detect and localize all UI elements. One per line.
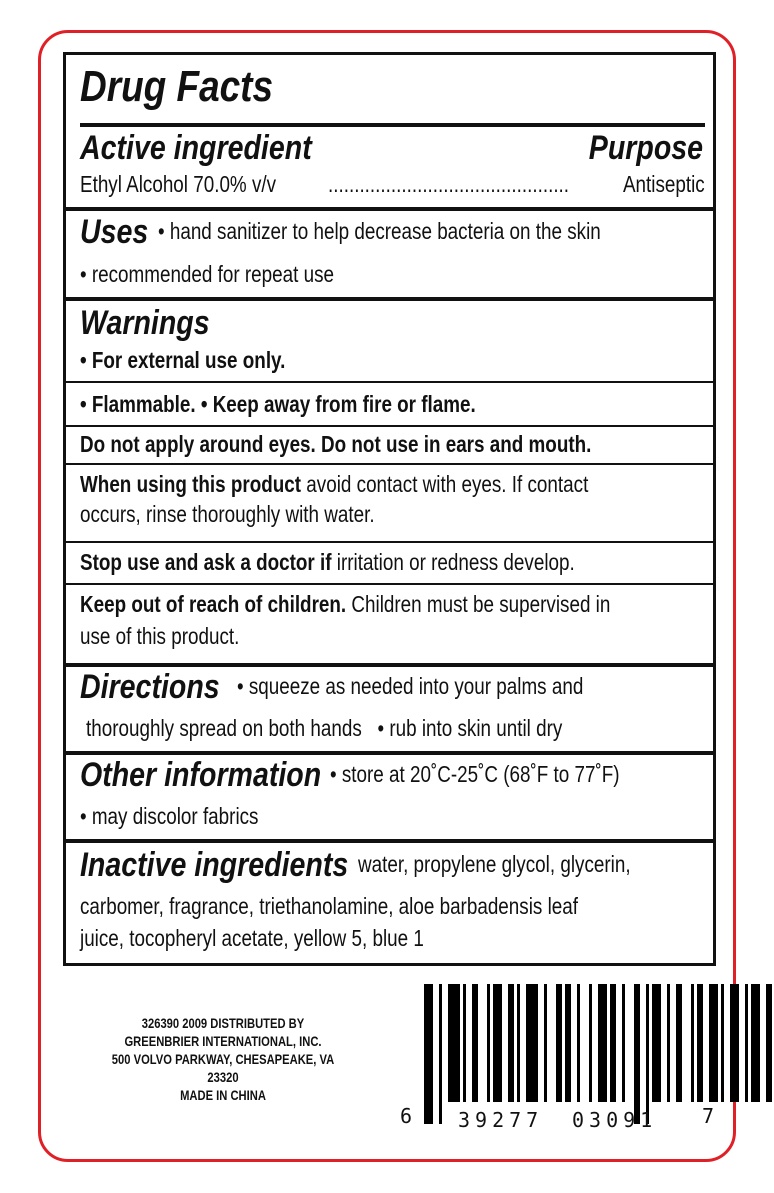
warning-keep-out-line-2 bbox=[80, 623, 705, 650]
divider bbox=[66, 207, 713, 211]
barcode-bar bbox=[463, 984, 466, 1102]
uses-heading: Uses bbox=[80, 213, 149, 251]
keep-out-line-2: use of this product. bbox=[80, 623, 240, 649]
barcode-bar bbox=[589, 984, 592, 1102]
barcode-bar bbox=[634, 984, 640, 1124]
stop-use-rest: irritation or redness develop. bbox=[331, 549, 575, 575]
divider bbox=[66, 751, 713, 755]
keep-out-rest: Children must be supervised in bbox=[346, 591, 611, 617]
barcode-bar bbox=[676, 984, 682, 1102]
divider bbox=[66, 663, 713, 667]
directions-line-2-row bbox=[86, 715, 705, 742]
directions-section bbox=[80, 669, 705, 705]
distributor-line-2: GREENBRIER INTERNATIONAL, INC. bbox=[124, 1033, 322, 1049]
divider bbox=[66, 425, 713, 427]
directions-line-1: • squeeze as needed into your palms and bbox=[236, 673, 584, 699]
barcode-bar bbox=[691, 984, 694, 1102]
warning-when-using-text bbox=[80, 471, 588, 498]
inactive-line-1: water, propylene glycol, glycerin, bbox=[357, 851, 631, 877]
distributor-info bbox=[64, 1014, 382, 1104]
barcode-bar bbox=[697, 984, 703, 1102]
warnings-heading: Warnings bbox=[80, 304, 210, 342]
warning-flammable-text: • Flammable. • Keep away from fire or flame. bbox=[80, 391, 476, 417]
other-info-heading: Other information bbox=[80, 756, 322, 794]
distributor-line-4: MADE IN CHINA bbox=[180, 1087, 266, 1103]
barcode-bar bbox=[751, 984, 760, 1102]
barcode-bar bbox=[439, 984, 442, 1124]
barcode-bar bbox=[652, 984, 661, 1102]
barcode-bar bbox=[544, 984, 547, 1102]
uses-line-2: • recommended for repeat use bbox=[80, 261, 335, 287]
leader-dots-text: .............................................. bbox=[328, 171, 570, 197]
uses-section bbox=[80, 215, 705, 249]
uses-line-1: • hand sanitizer to help decrease bacteria on the skin bbox=[157, 218, 601, 244]
warning-external-text: • For external use only. bbox=[80, 347, 286, 373]
barcode-bar bbox=[556, 984, 562, 1102]
divider bbox=[80, 123, 705, 127]
barcode-right-digits: 03091 bbox=[572, 1108, 658, 1132]
barcode-bar bbox=[424, 984, 433, 1124]
warning-keep-out bbox=[80, 591, 705, 618]
inactive-line-3-row bbox=[80, 925, 705, 952]
barcode-first-digit: 6 bbox=[400, 1104, 413, 1128]
inactive-line-2-row bbox=[80, 893, 705, 920]
divider bbox=[66, 463, 713, 465]
distributor-line-1: 326390 2009 DISTRIBUTED BY bbox=[141, 1015, 305, 1031]
warning-when-using-line-2 bbox=[80, 501, 705, 528]
warning-external bbox=[80, 347, 705, 374]
distributor-line-3: 500 VOLVO PARKWAY, CHESAPEAKE, VA 23320 bbox=[111, 1051, 335, 1085]
stop-use-bold: Stop use and ask a doctor if bbox=[80, 549, 332, 575]
other-info-line-2-row bbox=[80, 803, 705, 830]
warning-eyes-text: Do not apply around eyes. Do not use in ears and mouth. bbox=[80, 431, 592, 457]
divider bbox=[66, 839, 713, 843]
barcode-bar bbox=[517, 984, 520, 1102]
barcode-bar bbox=[766, 984, 772, 1102]
barcode-bar bbox=[448, 984, 460, 1102]
uses-line-2-row bbox=[80, 261, 705, 288]
barcode-bar bbox=[493, 984, 502, 1102]
purpose-value bbox=[605, 171, 705, 198]
when-using-bold: When using this product bbox=[80, 471, 302, 497]
inactive-line-3: juice, tocopheryl acetate, yellow 5, blue 1 bbox=[80, 925, 424, 951]
divider bbox=[66, 381, 713, 383]
barcode-bar bbox=[610, 984, 616, 1102]
when-using-rest: avoid contact with eyes. If contact bbox=[301, 471, 589, 497]
barcode-bar bbox=[565, 984, 571, 1102]
barcode-bar bbox=[508, 984, 514, 1102]
upc-barcode bbox=[400, 984, 730, 1134]
purpose-heading: Purpose bbox=[588, 129, 703, 167]
inactive-ingredients-section bbox=[80, 847, 705, 883]
inactive-ingredients-heading: Inactive ingredients bbox=[80, 846, 349, 884]
barcode-bar bbox=[721, 984, 724, 1102]
leader-dots bbox=[328, 171, 622, 198]
barcode-bar bbox=[622, 984, 625, 1102]
barcode-bar bbox=[487, 984, 490, 1102]
active-ingredient-name: Ethyl Alcohol 70.0% v/v bbox=[80, 171, 277, 197]
barcode-left-digits: 39277 bbox=[458, 1108, 544, 1132]
keep-out-bold: Keep out of reach of children. bbox=[80, 591, 347, 617]
warning-keep-out-text bbox=[80, 591, 610, 618]
directions-line-2: thoroughly spread on both hands • rub into skin until dry bbox=[86, 715, 563, 741]
directions-heading: Directions bbox=[80, 668, 220, 706]
drug-facts-title: Drug Facts bbox=[80, 62, 274, 111]
warning-flammable bbox=[80, 391, 705, 418]
barcode-bar bbox=[745, 984, 748, 1102]
drug-facts-title-row bbox=[80, 63, 705, 111]
active-ingredient-heading: Active ingredient bbox=[80, 129, 312, 167]
barcode-bar bbox=[598, 984, 607, 1102]
warning-when-using bbox=[80, 471, 705, 498]
barcode-bar bbox=[646, 984, 649, 1124]
inactive-line-2: carbomer, fragrance, triethanolamine, aloe barbadensis leaf bbox=[80, 893, 578, 919]
warning-stop-use bbox=[80, 549, 705, 576]
purpose-text: Antiseptic bbox=[623, 171, 705, 197]
barcode-bar bbox=[472, 984, 478, 1102]
barcode-bar bbox=[709, 984, 718, 1102]
divider bbox=[66, 541, 713, 543]
divider bbox=[66, 297, 713, 301]
other-info-line-2: • may discolor fabrics bbox=[80, 803, 259, 829]
barcode-bar bbox=[577, 984, 580, 1102]
barcode-check-digit: 7 bbox=[702, 1104, 715, 1128]
drug-facts-panel bbox=[63, 52, 716, 966]
warnings-heading-row bbox=[80, 305, 705, 341]
barcode-bar bbox=[730, 984, 739, 1102]
divider bbox=[66, 583, 713, 585]
warning-eyes bbox=[80, 431, 705, 458]
other-info-line-1: • store at 20˚C-25˚C (68˚F to 77˚F) bbox=[329, 761, 620, 787]
purpose-header bbox=[567, 129, 703, 167]
when-using-line-2: occurs, rinse thoroughly with water. bbox=[80, 501, 375, 527]
barcode-bar bbox=[526, 984, 538, 1102]
warning-stop-use-text bbox=[80, 549, 575, 576]
other-info-section bbox=[80, 757, 705, 793]
barcode-bar bbox=[667, 984, 670, 1102]
